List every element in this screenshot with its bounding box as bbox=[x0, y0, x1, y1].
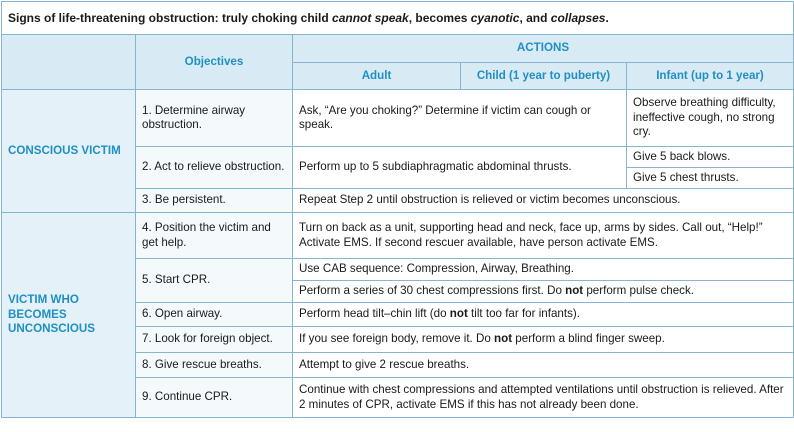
action-cell: Use CAB sequence: Compression, Airway, Breathing. bbox=[293, 259, 794, 281]
action-cell: If you see foreign body, remove it. Do not perform a blind finger sweep. bbox=[293, 327, 794, 353]
header-infant: Infant (up to 1 year) bbox=[627, 63, 794, 90]
title-row bbox=[2, 2, 794, 35]
objective-cell: 5. Start CPR. bbox=[136, 259, 293, 303]
action-cell: Ask, “Are you choking?” Determine if victim can cough or speak. bbox=[293, 90, 627, 147]
action-cell: Turn on back as a unit, supporting head and neck, face up, arms by sides. Call out, “Help!” Activate EMS. If second rescuer available, have person activate EMS. bbox=[293, 213, 794, 259]
action-cell: Attempt to give 2 rescue breaths. bbox=[293, 353, 794, 378]
infant-action-cell: Give 5 back blows. bbox=[627, 147, 794, 168]
section-conscious-victim: CONSCIOUS VICTIM bbox=[2, 90, 136, 213]
action-cell: Continue with chest compressions and attempted ventilations until obstruction is relieved. After 2 minutes of CPR, activate EMS if this has not already been done. bbox=[293, 378, 794, 418]
objective-cell: 6. Open airway. bbox=[136, 303, 293, 327]
header-adult: Adult bbox=[293, 63, 461, 90]
table-title: Signs of life-threatening obstruction: truly choking child cannot speak, becomes cyanotic, and collapses. bbox=[2, 2, 794, 35]
objective-cell: 3. Be persistent. bbox=[136, 189, 293, 213]
table-row bbox=[2, 213, 794, 259]
header-objectives: Objectives bbox=[136, 35, 293, 90]
objective-cell: 9. Continue CPR. bbox=[136, 378, 293, 418]
header-blank-cell bbox=[2, 35, 136, 90]
infant-action-cell: Observe breathing difficulty, ineffective cough, no strong cry. bbox=[627, 90, 794, 147]
action-cell: Perform up to 5 subdiaphragmatic abdominal thrusts. bbox=[293, 147, 627, 189]
airway-obstruction-table bbox=[1, 1, 794, 418]
table-row bbox=[2, 90, 794, 147]
objective-cell: 4. Position the victim and get help. bbox=[136, 213, 293, 259]
objective-cell: 8. Give rescue breaths. bbox=[136, 353, 293, 378]
objective-cell: 2. Act to relieve obstruction. bbox=[136, 147, 293, 189]
action-cell: Perform a series of 30 chest compressions first. Do not perform pulse check. bbox=[293, 281, 794, 303]
header-row-1 bbox=[2, 35, 794, 63]
objective-cell: 1. Determine airway obstruction. bbox=[136, 90, 293, 147]
infant-action-cell: Give 5 chest thrusts. bbox=[627, 168, 794, 189]
choking-table-figure bbox=[1, 1, 793, 430]
header-actions: ACTIONS bbox=[293, 35, 794, 63]
objective-cell: 7. Look for foreign object. bbox=[136, 327, 293, 353]
header-child: Child (1 year to puberty) bbox=[461, 63, 627, 90]
action-cell: Repeat Step 2 until obstruction is relieved or victim becomes unconscious. bbox=[293, 189, 794, 213]
section-unconscious-victim: VICTIM WHO BECOMES UNCONSCIOUS bbox=[2, 213, 136, 418]
action-cell: Perform head tilt–chin lift (do not tilt too far for infants). bbox=[293, 303, 794, 327]
